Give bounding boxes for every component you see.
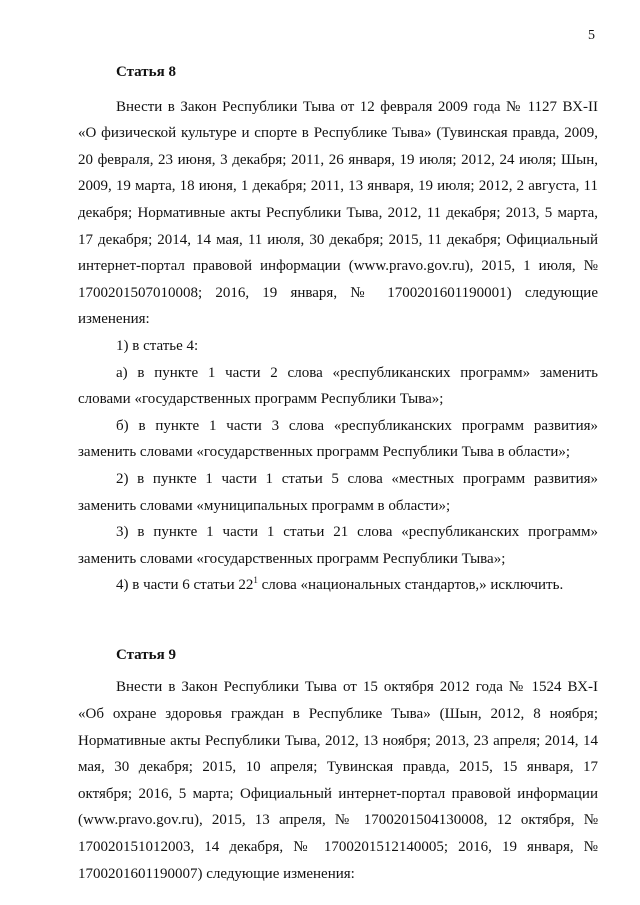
text-line: б) в пункте 1 части 3 слова «республиканских программ развития»	[116, 417, 598, 434]
text-line: мая, 30 декабря; 2015, 10 апреля; Тувинская правда, 2015, 15 января, 17	[78, 759, 598, 776]
text-line: 1700201507010008; 2016, 19 января, № 1700201601190001) следующие	[78, 284, 598, 301]
text-line: словами «государственных программ Республики Тыва»;	[78, 391, 444, 408]
item-4-text-end: слова «национальных стандартов,» исключить.	[257, 577, 564, 594]
article-8-heading: Статья 8	[116, 64, 176, 80]
article-8-intro	[78, 94, 598, 333]
text-line: 3) в пункте 1 части 1 статьи 21 слова «республиканских программ»	[116, 524, 598, 541]
item-4-text: 4) в части 6 статьи 22	[116, 577, 254, 594]
article-9-heading: Статья 9	[116, 646, 176, 663]
item-1a	[78, 360, 598, 413]
text-line: заменить словами «государственных программ Республики Тыва в области»;	[78, 444, 571, 461]
item-3	[78, 519, 598, 572]
text-line: Нормативные акты Республики Тыва, 2012, 13 ноября; 2013, 23 апреля; 2014, 14	[78, 732, 598, 749]
text-line: октября; 2016, 5 марта; Официальный интернет-портал правовой информации	[78, 785, 598, 802]
text-line: заменить словами «государственных программ Республики Тыва»;	[78, 550, 506, 567]
text-line: изменения:	[78, 311, 150, 328]
text-line: декабря; Нормативные акты Республики Тыва, 2012, 11 декабря; 2013, 5 марта,	[78, 204, 598, 221]
text-line: 17 декабря; 2014, 14 мая, 11 июля, 30 декабря; 2015, 11 декабря; Официальный	[78, 231, 598, 248]
text-line: 20 февраля, 23 июня, 3 декабря; 2011, 26 января, 19 июля; 2012, 24 июля; Шын,	[78, 151, 598, 168]
text-line: «О физической культуре и спорте в Республике Тыва» (Тувинская правда, 2009,	[78, 125, 598, 142]
text-line: 170020151012003, 14 декабря, № 1700201512140005; 2016, 19 января, №	[78, 839, 598, 856]
item-1b	[78, 413, 598, 466]
item-1: 1) в статье 4:	[116, 337, 199, 354]
text-line: а) в пункте 1 части 2 слова «республиканских программ» заменить	[116, 364, 598, 381]
text-line: заменить словами «муниципальных программ в области»;	[78, 497, 451, 514]
text-line: «Об охране здоровья граждан в Республике Тыва» (Шын, 2012, 8 ноября;	[78, 706, 598, 723]
text-line: Внести в Закон Республики Тыва от 15 октября 2012 года № 1524 ВХ-I	[116, 679, 598, 696]
page-number: 5	[588, 28, 595, 43]
document-body	[78, 59, 598, 887]
text-line: 2009, 19 марта, 18 июня, 1 декабря; 2011, 13 января, 19 июля; 2012, 2 августа, 11	[78, 178, 598, 195]
item-2	[78, 466, 598, 519]
text-line: интернет-портал правовой информации (www.pravo.gov.ru), 2015, 1 июля, №	[78, 258, 598, 275]
item-4	[78, 572, 598, 599]
text-line: (www.pravo.gov.ru), 2015, 13 апреля, № 1700201504130008, 12 октября, №	[78, 812, 598, 829]
text-line: Внести в Закон Республики Тыва от 12 февраля 2009 года № 1127 ВХ-II	[116, 98, 598, 115]
text-line: 2) в пункте 1 части 1 статьи 5 слова «местных программ развития»	[116, 470, 598, 487]
item-4-superscript: 1	[253, 575, 258, 586]
text-line: 1700201601190007) следующие изменения:	[78, 865, 355, 882]
article-9-intro	[78, 674, 598, 887]
